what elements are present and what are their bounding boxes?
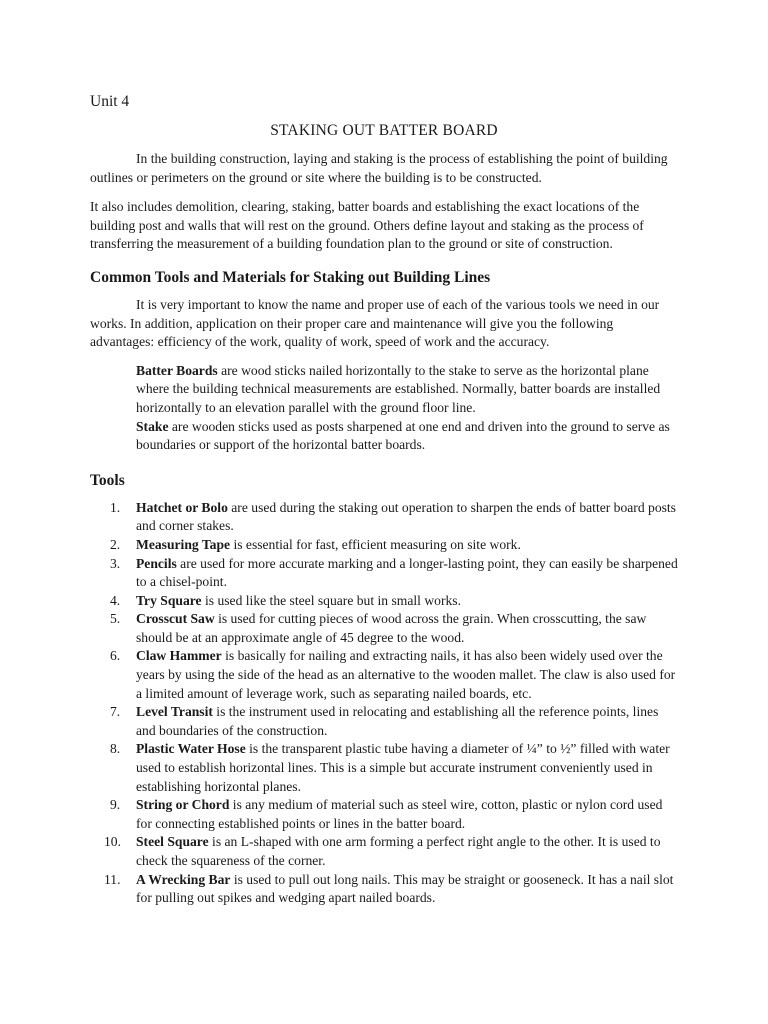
section-paragraph: It is very important to know the name and proper use of each of the various tools we need in our works. In addition, application on their proper care and maintenance will give you the following advantages: efficiency of the work, quality of work, speed of work and the accuracy. bbox=[90, 296, 660, 350]
tool-term: Hatchet or Bolo bbox=[136, 499, 228, 515]
document-page bbox=[90, 92, 678, 908]
list-item bbox=[90, 647, 678, 703]
definition-term: Stake bbox=[136, 418, 169, 434]
definition-text: are wooden sticks used as posts sharpened at one end and driven into the ground to serve as boundaries or support of the horizontal batter boards. bbox=[136, 418, 670, 453]
list-item bbox=[90, 592, 678, 611]
section-heading-tools: Tools bbox=[90, 471, 125, 489]
tools-list bbox=[90, 499, 678, 908]
list-number: 7. bbox=[110, 704, 121, 720]
tool-text: is essential for fast, efficient measuring on site work. bbox=[230, 536, 521, 552]
tool-term: Crosscut Saw bbox=[136, 611, 215, 627]
tool-text: is any medium of material such as steel wire, cotton, plastic or nylon cord used for connecting established points or lines in the batter board. bbox=[136, 797, 663, 831]
tool-text: are used during the staking out operation to sharpen the ends of batter board posts and corner stakes. bbox=[136, 499, 676, 534]
tool-text: is the transparent plastic tube having a diameter of ¼” to ½” filled with water used to establish horizontal lines. This is a simple but accurate instrument conveniently used in establishing horizontal planes. bbox=[136, 741, 670, 794]
list-number: 2. bbox=[110, 536, 121, 552]
list-item bbox=[90, 536, 678, 555]
list-number: 11. bbox=[104, 871, 121, 887]
tool-text: is basically for nailing and extracting nails, it has also been widely used over the years by using the side of the head as an alternative to the wooden mallet. The claw is also used for a limited amount of leverage work, such as separating nailed boards, etc. bbox=[136, 648, 676, 701]
list-number: 6. bbox=[110, 648, 121, 664]
list-item bbox=[90, 796, 678, 833]
tool-term: Level Transit bbox=[136, 704, 213, 720]
definition-term: Batter Boards bbox=[136, 362, 218, 378]
definition-stake bbox=[136, 418, 678, 455]
list-number: 8. bbox=[110, 741, 121, 757]
list-item bbox=[90, 703, 678, 740]
definitions bbox=[136, 362, 678, 455]
list-number: 1. bbox=[110, 499, 121, 515]
list-item bbox=[90, 499, 678, 536]
intro-paragraph-1: In the building construction, laying and staking is the process of establishing the point of building outlines or perimeters on the ground or site where the building is to be constructed. bbox=[90, 151, 668, 185]
list-number: 4. bbox=[110, 592, 121, 608]
list-number: 3. bbox=[110, 555, 121, 571]
tool-text: is used like the steel square but in small works. bbox=[201, 592, 461, 608]
tool-text: is the instrument used in relocating and establishing all the reference points, lines and boundaries of the construction. bbox=[136, 704, 659, 738]
list-item bbox=[90, 555, 678, 592]
tool-text: are used for more accurate marking and a longer-lasting point, they can easily be sharpened to a chisel-point. bbox=[136, 555, 678, 590]
intro-paragraph-2: It also includes demolition, clearing, staking, batter boards and establishing the exact locations of the building post and walls that will rest on the ground. Others define layout and staking as the process of transferring the measurement of a building foundation plan to the ground or site of construction. bbox=[90, 199, 644, 252]
list-number: 9. bbox=[110, 797, 121, 813]
definition-batter-boards bbox=[136, 362, 678, 418]
tool-term: Pencils bbox=[136, 555, 177, 571]
list-number: 5. bbox=[110, 611, 121, 627]
tool-term: Measuring Tape bbox=[136, 536, 231, 552]
tool-text: is an L-shaped with one arm forming a perfect right angle to the other. It is used to check the squareness of the corner. bbox=[136, 834, 661, 868]
section-heading-tools-materials: Common Tools and Materials for Staking out Building Lines bbox=[90, 268, 491, 286]
definition-text: are wood sticks nailed horizontally to the stake to serve as the horizontal plane where the building technical measurements are established. Normally, batter boards are installed horizontally to an elevation parallel with the ground floor line. bbox=[136, 362, 661, 415]
unit-label: Unit 4 bbox=[90, 93, 130, 110]
list-number: 10. bbox=[104, 834, 121, 850]
list-item bbox=[90, 740, 678, 796]
tool-term: Try Square bbox=[136, 592, 202, 608]
page-title: STAKING OUT BATTER BOARD bbox=[270, 122, 498, 139]
list-item bbox=[90, 610, 678, 647]
list-item bbox=[90, 871, 678, 908]
tool-term: Claw Hammer bbox=[136, 648, 222, 664]
tool-term: A Wrecking Bar bbox=[136, 871, 231, 887]
tool-term: String or Chord bbox=[136, 797, 230, 813]
list-item bbox=[90, 833, 678, 870]
tool-term: Steel Square bbox=[136, 834, 209, 850]
tool-text: is used for cutting pieces of wood across the grain. When crosscutting, the saw should be at an approximate angle of 45 degree to the wood. bbox=[136, 611, 647, 645]
tool-term: Plastic Water Hose bbox=[136, 741, 246, 757]
tool-text: is used to pull out long nails. This may be straight or gooseneck. It has a nail slot for pulling out spikes and wedging apart nailed boards. bbox=[136, 871, 674, 906]
